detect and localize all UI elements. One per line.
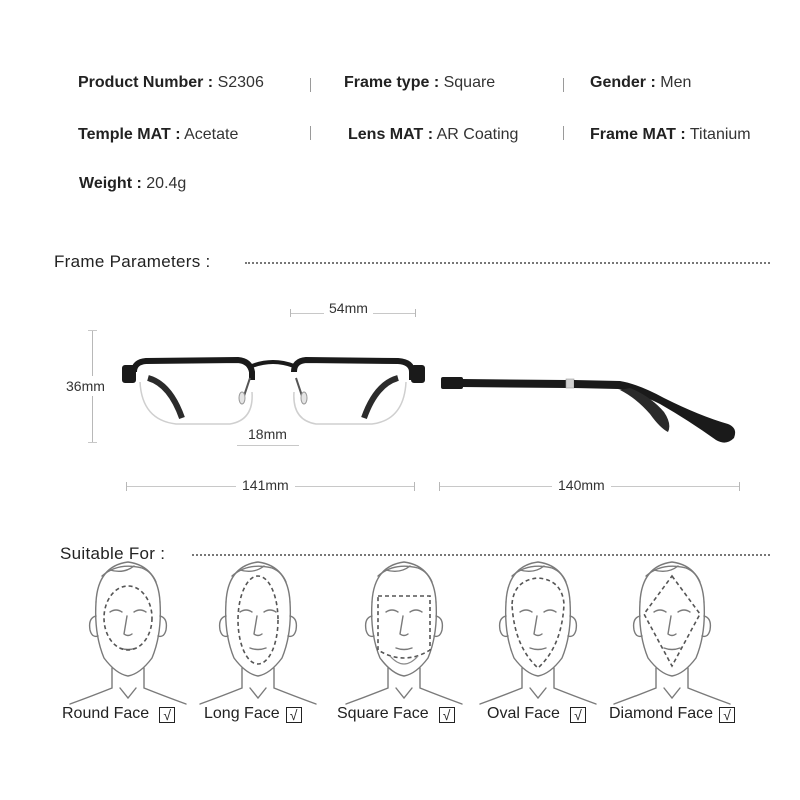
face-option-diamond: [609, 705, 735, 723]
spec-value: AR Coating: [436, 126, 519, 143]
spec-label: Weight: [79, 175, 133, 192]
face-option-oval: [487, 705, 586, 723]
spec-separator: :: [427, 126, 434, 143]
spec-value: S2306: [217, 74, 264, 91]
face-label-text: Long Face: [204, 705, 280, 722]
suitable-for-title: Suitable For :: [60, 544, 166, 563]
face-option-square: [337, 705, 455, 723]
bridge-width-label: 18mm: [248, 426, 287, 442]
square-face-icon: [346, 562, 462, 704]
frame-parameters-title: Frame Parameters :: [54, 252, 211, 271]
long-face-icon: [200, 562, 316, 704]
face-label-text: Oval Face: [487, 705, 560, 722]
lens-height-label: 36mm: [66, 378, 105, 394]
checkbox-checked-icon: √: [159, 707, 175, 723]
oval-face-icon: [480, 562, 596, 704]
spec-label: Frame type: [344, 74, 430, 91]
spec-separator: :: [207, 74, 214, 91]
spec-separator: :: [433, 74, 440, 91]
spec-value: Men: [660, 74, 692, 91]
face-option-long: [204, 705, 302, 723]
checkbox-checked-icon: √: [570, 707, 586, 723]
face-label-text: Square Face: [337, 705, 429, 722]
checkbox-checked-icon: √: [439, 707, 455, 723]
spec-label: Product Number: [78, 74, 204, 91]
frame-width-label: 141mm: [236, 477, 295, 493]
spec-value: Titanium: [689, 126, 751, 143]
face-label-text: Diamond Face: [609, 705, 714, 722]
spec-value: Acetate: [184, 126, 239, 143]
spec-separator: :: [650, 74, 656, 91]
spec-label: Temple MAT: [78, 126, 171, 143]
spec-value: 20.4g: [146, 175, 187, 192]
round-face-icon: [70, 562, 186, 704]
lens-width-label: 54mm: [324, 300, 373, 316]
face-option-round: [62, 705, 175, 723]
spec-value: Square: [443, 74, 496, 91]
spec-label: Frame MAT: [590, 126, 676, 143]
spec-separator: :: [175, 126, 181, 143]
diamond-face-icon: [614, 562, 730, 704]
spec-label: Gender: [590, 74, 647, 91]
spec-separator: :: [680, 126, 686, 143]
checkbox-checked-icon: √: [286, 707, 302, 723]
face-label-text: Round Face: [62, 705, 150, 722]
checkbox-checked-icon: √: [719, 707, 735, 723]
spec-separator: :: [136, 175, 142, 192]
temple-length-label: 140mm: [552, 477, 611, 493]
spec-label: Lens MAT: [348, 126, 424, 143]
